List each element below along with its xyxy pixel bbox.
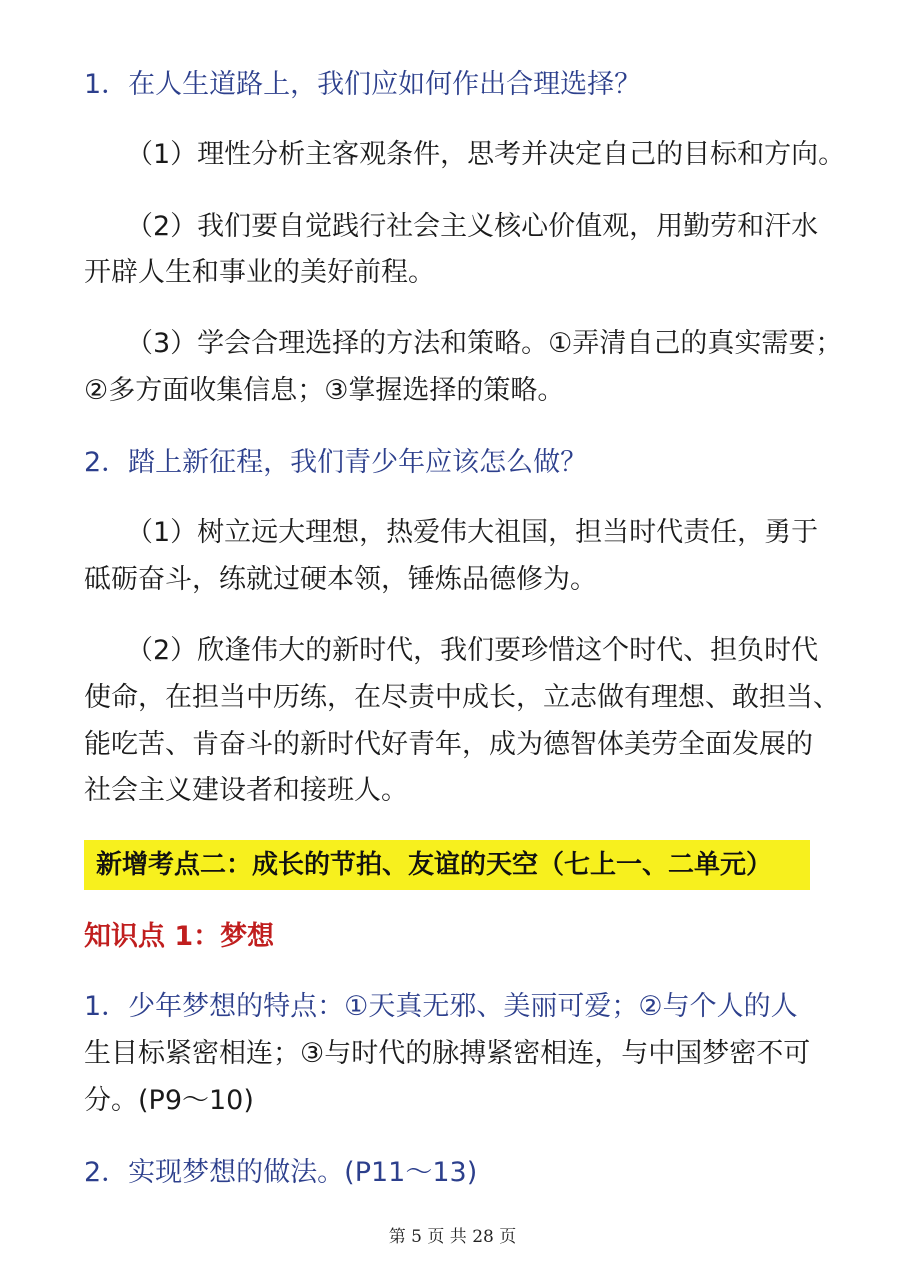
- kp-item-2: 2．实现梦想的做法。(P11～13): [84, 1157, 478, 1188]
- page-footer: 第 5 页 共 28 页: [388, 1227, 517, 1247]
- q2-answer-1-line-1: （1）树立远大理想，热爱伟大祖国，担当时代责任，勇于: [126, 517, 819, 548]
- question-2-title: 2．踏上新征程，我们青少年应该怎么做？: [84, 447, 588, 478]
- kp-item-1-line-3: 分。(P9～10): [84, 1085, 254, 1116]
- section-heading: 新增考点二：成长的节拍、友谊的天空（七上一、二单元）: [96, 850, 773, 880]
- kp-item-1-line-1: 1．少年梦想的特点：①天真无邪、美丽可爱；②与个人的人: [84, 991, 798, 1022]
- q2-answer-2-line-4: 社会主义建设者和接班人。: [84, 775, 408, 806]
- q2-answer-2-line-1: （2）欣逢伟大的新时代，我们要珍惜这个时代、担负时代: [126, 635, 819, 666]
- question-1-title: 1．在人生道路上，我们应如何作出合理选择？: [84, 69, 642, 100]
- q1-answer-3-line-2: ②多方面收集信息；③掌握选择的策略。: [84, 375, 565, 406]
- q1-answer-3-line-1: （3）学会合理选择的方法和策略。①弄清自己的真实需要；: [126, 328, 843, 359]
- q2-answer-1-line-2: 砥砺奋斗，练就过硬本领，锤炼品德修为。: [84, 564, 597, 595]
- q2-answer-2-line-3: 能吃苦、肯奋斗的新时代好青年，成为德智体美劳全面发展的: [84, 729, 813, 760]
- kp-item-1-line-2: 生目标紧密相连；③与时代的脉搏紧密相连，与中国梦密不可: [84, 1038, 811, 1069]
- q1-answer-2-line-2: 开辟人生和事业的美好前程。: [84, 257, 435, 288]
- q1-answer-2-line-1: （2）我们要自觉践行社会主义核心价值观，用勤劳和汗水: [126, 211, 819, 242]
- section-heading-highlight: [84, 840, 810, 890]
- q1-answer-1: （1）理性分析主客观条件，思考并决定自己的目标和方向。: [126, 139, 846, 170]
- q2-answer-2-line-2: 使命，在担当中历练，在尽责中成长，立志做有理想、敢担当、: [84, 682, 840, 713]
- knowledge-point-heading: 知识点 1：梦想: [84, 921, 275, 952]
